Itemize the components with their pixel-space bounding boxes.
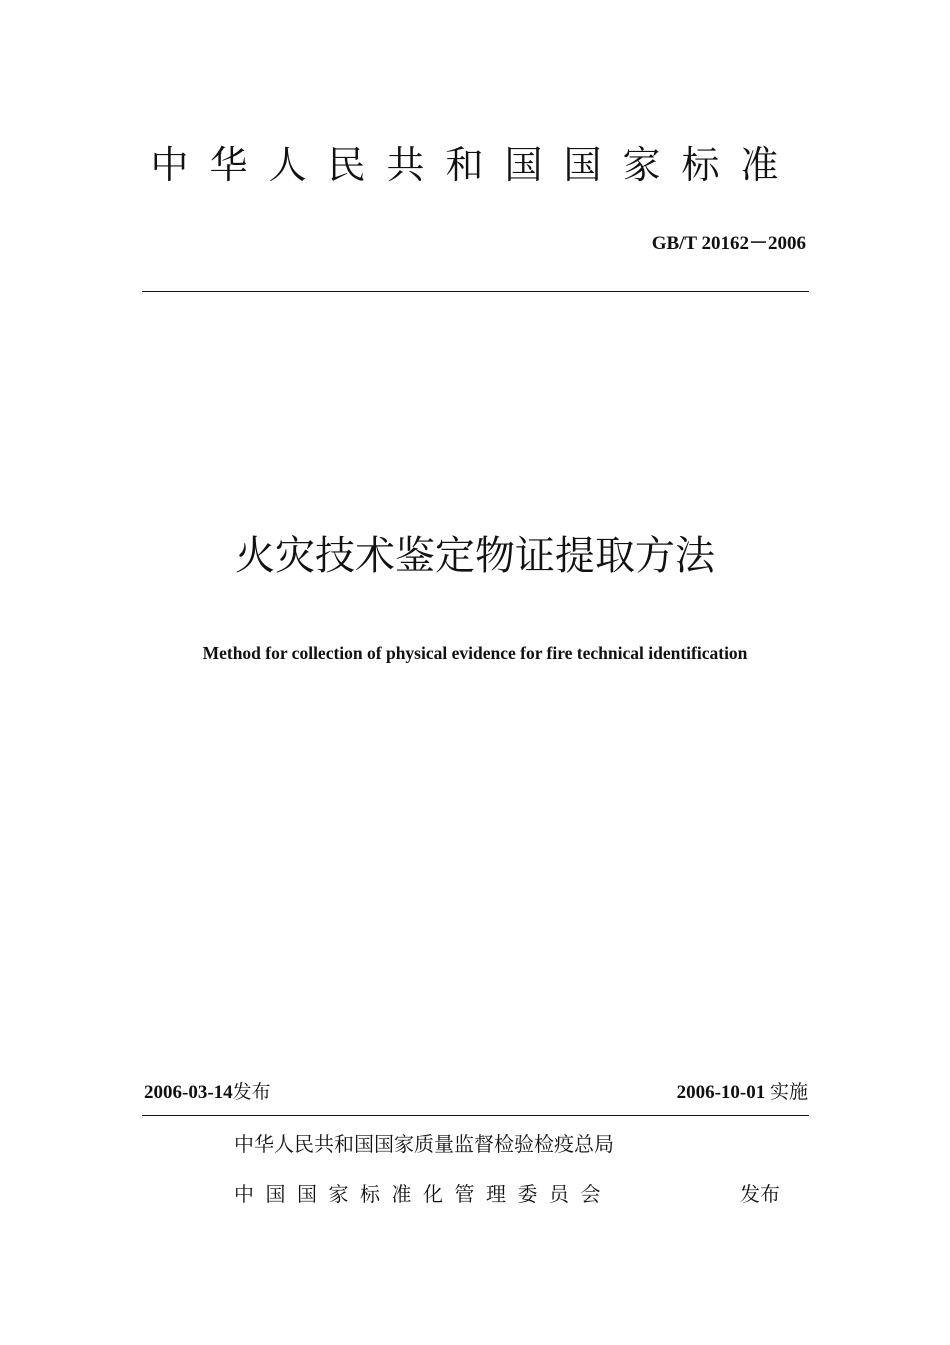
effective-date-block: [677, 1077, 808, 1104]
issue-date-block: [144, 1077, 271, 1104]
standard-header-title: 中华人民共和国国家标准: [150, 143, 800, 187]
effective-label: 实施: [769, 1081, 808, 1103]
issuer-aqsiq: 中华人民共和国国家质量监督检验检疫总局: [234, 1132, 614, 1156]
top-divider: [142, 291, 809, 292]
effective-date: 2006-10-01: [676, 1082, 766, 1103]
publish-label: 发布: [740, 1182, 780, 1206]
bottom-divider: [142, 1115, 809, 1116]
issue-date: 2006-03-14: [144, 1082, 233, 1103]
standard-number: GB/T 20162－2006: [651, 233, 806, 254]
document-english-title: Method for collection of physical evidence for fire technical identification: [202, 643, 748, 663]
issuer-sac: 中国国家标准化管理委员会: [234, 1182, 612, 1206]
document-title: 火灾技术鉴定物证提取方法: [235, 533, 715, 579]
issue-label: 发布: [232, 1081, 271, 1103]
